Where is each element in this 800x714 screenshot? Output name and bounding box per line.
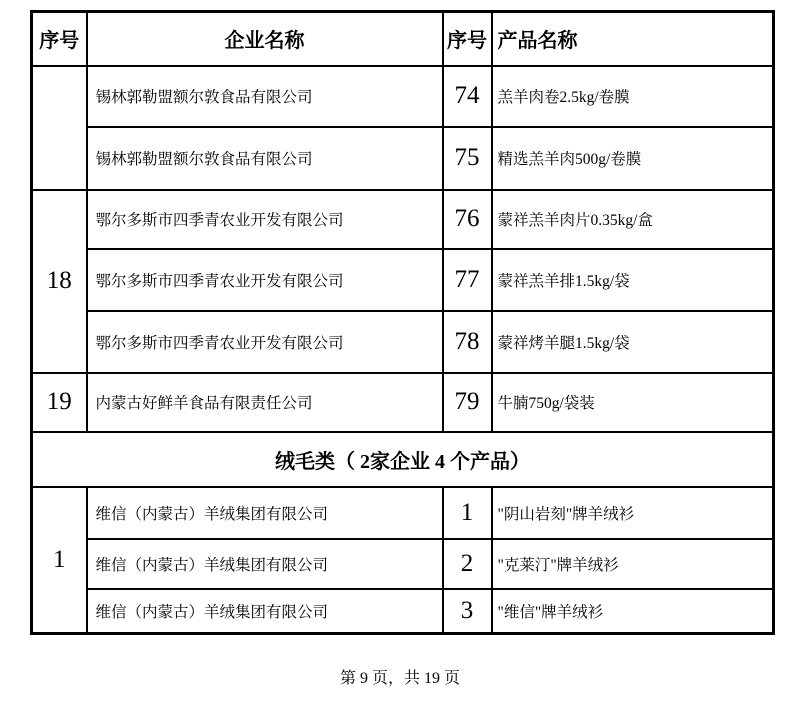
header-serial2: 序号 (443, 12, 492, 66)
product-serial-cell: 74 (443, 66, 492, 127)
table-row (32, 539, 774, 589)
header-company: 企业名称 (87, 12, 443, 66)
product-serial-cell: 77 (443, 249, 492, 311)
company-name-cell: 鄂尔多斯市四季青农业开发有限公司 (87, 311, 443, 373)
table-header-row (32, 12, 774, 66)
category-section-row (32, 432, 774, 487)
company-name-cell: 内蒙古好鲜羊食品有限责任公司 (87, 373, 443, 432)
company-product-table (30, 10, 775, 635)
company-name-cell: 鄂尔多斯市四季青农业开发有限公司 (87, 249, 443, 311)
product-serial-cell: 79 (443, 373, 492, 432)
header-serial1: 序号 (32, 12, 87, 66)
table-row (32, 373, 774, 432)
product-name-cell: 牛腩750g/袋装 (492, 373, 774, 432)
product-serial-cell: 75 (443, 127, 492, 190)
header-product: 产品名称 (492, 12, 774, 66)
table-row (32, 190, 774, 249)
product-serial-cell: 3 (443, 589, 492, 634)
product-serial-cell: 76 (443, 190, 492, 249)
table-row (32, 127, 774, 190)
product-name-cell: "克莱汀"牌羊绒衫 (492, 539, 774, 589)
table-row (32, 249, 774, 311)
product-name-cell: 羔羊肉卷2.5kg/卷膜 (492, 66, 774, 127)
group-serial-cell: 18 (32, 190, 87, 373)
table-row (32, 311, 774, 373)
table-row (32, 487, 774, 539)
product-serial-cell: 78 (443, 311, 492, 373)
product-name-cell: 蒙祥羔羊肉片0.35kg/盒 (492, 190, 774, 249)
company-name-cell: 锡林郭勒盟额尔敦食品有限公司 (87, 127, 443, 190)
product-name-cell: "阴山岩刻"牌羊绒衫 (492, 487, 774, 539)
category-section-header: 绒毛类（ 2家企业 4 个产品） (32, 432, 774, 487)
product-name-cell: "维信"牌羊绒衫 (492, 589, 774, 634)
product-serial-cell: 2 (443, 539, 492, 589)
group-serial-cell: 19 (32, 373, 87, 432)
page-number-footer: 第 9 页，共 19 页 (339, 670, 460, 687)
product-name-cell: 蒙祥烤羊腿1.5kg/袋 (492, 311, 774, 373)
group-serial-cell (32, 66, 87, 190)
company-name-cell: 维信（内蒙古）羊绒集团有限公司 (87, 589, 443, 634)
company-name-cell: 锡林郭勒盟额尔敦食品有限公司 (87, 66, 443, 127)
product-name-cell: 精选羔羊肉500g/卷膜 (492, 127, 774, 190)
product-serial-cell: 1 (443, 487, 492, 539)
company-name-cell: 维信（内蒙古）羊绒集团有限公司 (87, 487, 443, 539)
table-row (32, 66, 774, 127)
group-serial-cell: 1 (32, 487, 87, 634)
company-name-cell: 维信（内蒙古）羊绒集团有限公司 (87, 539, 443, 589)
company-name-cell: 鄂尔多斯市四季青农业开发有限公司 (87, 190, 443, 249)
product-name-cell: 蒙祥羔羊排1.5kg/袋 (492, 249, 774, 311)
table-row (32, 589, 774, 634)
